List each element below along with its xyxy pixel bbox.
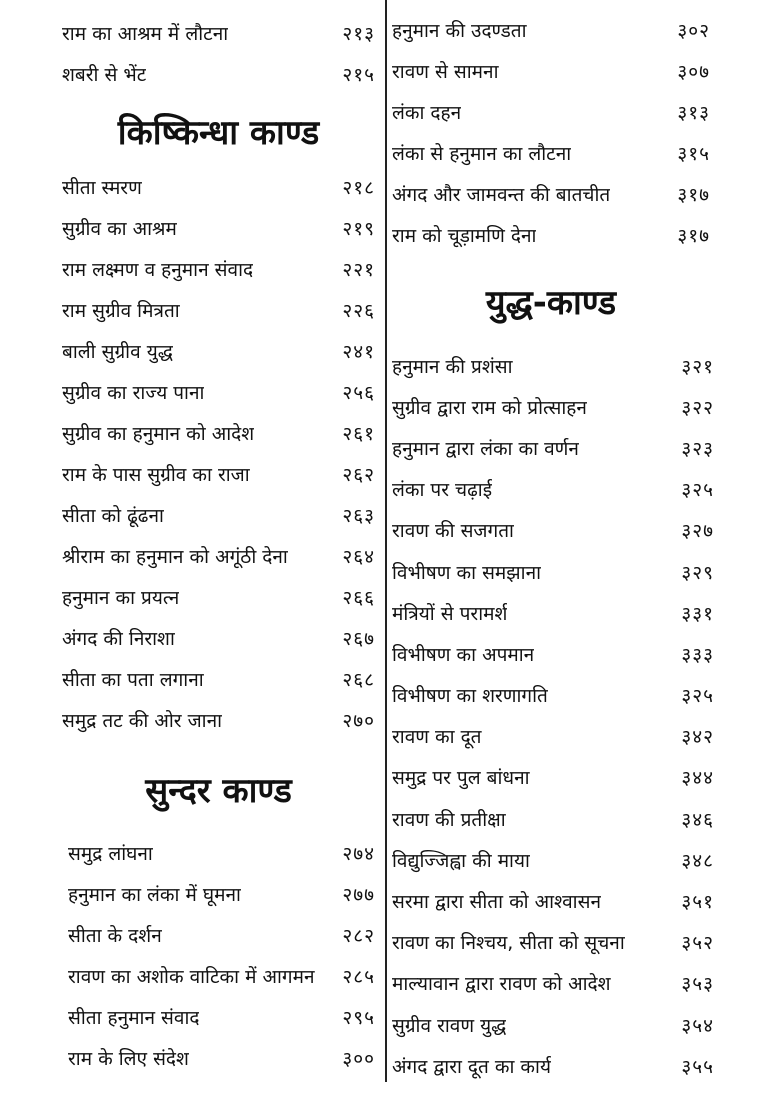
toc-list bbox=[392, 9, 710, 255]
toc-list bbox=[62, 166, 375, 740]
entry-title: रावण से सामना bbox=[392, 60, 499, 83]
column-divider bbox=[385, 0, 387, 1082]
toc-entry bbox=[62, 576, 375, 617]
entry-page-number: २१८ bbox=[342, 176, 375, 199]
entry-page-number: २७४ bbox=[342, 842, 375, 865]
entry-page-number: ३२३ bbox=[681, 437, 714, 460]
toc-entry bbox=[392, 345, 714, 386]
entry-title: विभीषण का अपमान bbox=[392, 643, 535, 666]
entry-page-number: २१५ bbox=[342, 63, 375, 86]
entry-title: सीता हनुमान संवाद bbox=[68, 1006, 200, 1029]
toc-entry bbox=[392, 880, 714, 921]
entry-page-number: ३३१ bbox=[681, 602, 714, 625]
entry-page-number: ३५१ bbox=[681, 891, 714, 914]
entry-page-number: ३१५ bbox=[677, 142, 710, 165]
toc-entry bbox=[68, 955, 375, 996]
entry-title: सीता स्मरण bbox=[62, 176, 142, 199]
entry-page-number: २२६ bbox=[342, 299, 375, 322]
entry-title: हनुमान द्वारा लंका का वर्णन bbox=[392, 437, 579, 460]
entry-title: सुग्रीव का आश्रम bbox=[62, 217, 177, 240]
entry-page-number: ३०२ bbox=[677, 19, 710, 42]
entry-page-number: ३२९ bbox=[681, 561, 714, 584]
entry-page-number: २७७ bbox=[342, 883, 375, 906]
toc-list bbox=[392, 345, 714, 1086]
toc-entry bbox=[392, 716, 714, 757]
entry-page-number: २६६ bbox=[342, 586, 375, 609]
entry-title: सीता के दर्शन bbox=[68, 924, 162, 947]
toc-entry bbox=[62, 371, 375, 412]
entry-title: विद्युज्जिह्वा की माया bbox=[392, 849, 530, 872]
toc-entry bbox=[392, 91, 710, 132]
entry-page-number: ३३३ bbox=[681, 643, 714, 666]
entry-title: समुद्र लांघना bbox=[68, 842, 153, 865]
entry-title: समुद्र तट की ओर जाना bbox=[62, 709, 223, 732]
toc-entry bbox=[62, 535, 375, 576]
toc-list bbox=[62, 12, 375, 94]
entry-title: सुग्रीव का हनुमान को आदेश bbox=[62, 422, 255, 445]
entry-title: रावण की सजगता bbox=[392, 520, 514, 543]
entry-title: हनुमान की प्रशंसा bbox=[392, 355, 513, 378]
toc-entry bbox=[68, 996, 375, 1037]
entry-page-number: ३१७ bbox=[677, 224, 710, 247]
toc-entry bbox=[392, 9, 710, 50]
toc-entry bbox=[68, 873, 375, 914]
entry-title: हनुमान की उदण्डता bbox=[392, 19, 527, 42]
entry-title: रावण का निश्चय, सीता को सूचना bbox=[392, 932, 625, 955]
entry-title: मंत्रियों से परामर्श bbox=[392, 602, 508, 625]
toc-entry bbox=[392, 1045, 714, 1086]
toc-entry bbox=[62, 330, 375, 371]
toc-entry bbox=[62, 12, 375, 53]
entry-page-number: २८२ bbox=[342, 924, 375, 947]
toc-entry bbox=[62, 699, 375, 740]
toc-entry bbox=[392, 839, 714, 880]
entry-page-number: २६१ bbox=[342, 422, 375, 445]
toc-entry bbox=[392, 1004, 714, 1045]
toc-entry bbox=[62, 658, 375, 699]
toc-entry bbox=[62, 53, 375, 94]
entry-title: माल्यावान द्वारा रावण को आदेश bbox=[392, 973, 611, 996]
entry-title: सुग्रीव रावण युद्ध bbox=[392, 1014, 507, 1037]
entry-page-number: ३२१ bbox=[681, 355, 714, 378]
entry-page-number: ३२५ bbox=[681, 479, 714, 502]
toc-entry bbox=[392, 922, 714, 963]
toc-entry bbox=[68, 832, 375, 873]
entry-page-number: ३४८ bbox=[681, 849, 714, 872]
toc-entry bbox=[62, 617, 375, 658]
entry-page-number: ३४४ bbox=[681, 767, 714, 790]
entry-page-number: ३५५ bbox=[681, 1055, 714, 1078]
toc-entry bbox=[62, 453, 375, 494]
entry-page-number: ३५३ bbox=[681, 973, 714, 996]
entry-page-number: ३१३ bbox=[677, 101, 710, 124]
toc-entry bbox=[62, 412, 375, 453]
entry-page-number: ३०७ bbox=[677, 60, 710, 83]
toc-entry bbox=[392, 592, 714, 633]
entry-page-number: ३२७ bbox=[681, 520, 714, 543]
entry-page-number: २६४ bbox=[342, 545, 375, 568]
entry-page-number: २६७ bbox=[342, 627, 375, 650]
entry-page-number: २४१ bbox=[342, 340, 375, 363]
entry-page-number: २२१ bbox=[342, 258, 375, 281]
entry-title: श्रीराम का हनुमान को अगूंठी देना bbox=[62, 545, 288, 568]
entry-page-number: ३२२ bbox=[681, 396, 714, 419]
toc-entry bbox=[392, 427, 714, 468]
entry-title: राम सुग्रीव मित्रता bbox=[62, 299, 180, 322]
toc-entry bbox=[392, 798, 714, 839]
entry-title: अंगद की निराशा bbox=[62, 627, 175, 650]
section-heading-yuddh-kand: युद्ध-काण्ड bbox=[485, 283, 617, 323]
entry-page-number: ३०० bbox=[342, 1047, 375, 1070]
entry-title: हनुमान का प्रयत्न bbox=[62, 586, 180, 609]
entry-page-number: २१३ bbox=[342, 22, 375, 45]
entry-page-number: ३५२ bbox=[681, 932, 714, 955]
toc-entry bbox=[392, 50, 710, 91]
toc-entry bbox=[62, 207, 375, 248]
entry-page-number: ३२५ bbox=[681, 685, 714, 708]
toc-entry bbox=[62, 289, 375, 330]
entry-page-number: २६३ bbox=[342, 504, 375, 527]
entry-title: सीता को ढूंढना bbox=[62, 504, 164, 527]
entry-page-number: २६२ bbox=[342, 463, 375, 486]
toc-entry bbox=[68, 914, 375, 955]
section-heading-kishkindha-kand: किष्किन्धा काण्ड bbox=[117, 113, 320, 153]
toc-entry bbox=[392, 469, 714, 510]
toc-entry bbox=[62, 494, 375, 535]
section-heading-sundar-kand: सुन्दर काण्ड bbox=[145, 771, 292, 811]
entry-title: राम का आश्रम में लौटना bbox=[62, 22, 229, 45]
entry-title: रावण का दूत bbox=[392, 726, 482, 749]
entry-title: समुद्र पर पुल बांधना bbox=[392, 767, 530, 790]
toc-entry bbox=[392, 510, 714, 551]
toc-entry bbox=[392, 214, 710, 255]
entry-title: राम के पास सुग्रीव का राजा bbox=[62, 463, 250, 486]
entry-title: विभीषण का समझाना bbox=[392, 561, 542, 584]
entry-title: सरमा द्वारा सीता को आश्वासन bbox=[392, 891, 601, 914]
entry-title: सीता का पता लगाना bbox=[62, 668, 204, 691]
entry-page-number: ३५४ bbox=[681, 1014, 714, 1037]
entry-title: रावण की प्रतीक्षा bbox=[392, 808, 506, 831]
toc-entry bbox=[68, 1037, 375, 1078]
toc-entry bbox=[392, 551, 714, 592]
entry-title: शबरी से भेंट bbox=[62, 63, 147, 86]
toc-entry bbox=[392, 675, 714, 716]
entry-title: राम लक्ष्मण व हनुमान संवाद bbox=[62, 258, 254, 281]
entry-page-number: २७० bbox=[342, 709, 375, 732]
entry-title: अंगद द्वारा दूत का कार्य bbox=[392, 1055, 551, 1078]
entry-page-number: ३४६ bbox=[681, 808, 714, 831]
toc-entry bbox=[62, 248, 375, 289]
entry-title: विभीषण का शरणागति bbox=[392, 685, 548, 708]
toc-entry bbox=[392, 757, 714, 798]
entry-page-number: ३१७ bbox=[677, 183, 710, 206]
entry-title: लंका दहन bbox=[392, 101, 462, 124]
entry-page-number: २९५ bbox=[342, 1006, 375, 1029]
toc-entry bbox=[62, 166, 375, 207]
entry-page-number: २६८ bbox=[342, 668, 375, 691]
entry-title: रावण का अशोक वाटिका में आगमन bbox=[68, 965, 315, 988]
entry-title: हनुमान का लंका में घूमना bbox=[68, 883, 241, 906]
toc-entry bbox=[392, 386, 714, 427]
entry-title: सुग्रीव का राज्य पाना bbox=[62, 381, 205, 404]
toc-entry bbox=[392, 963, 714, 1004]
entry-page-number: २५६ bbox=[342, 381, 375, 404]
entry-title: अंगद और जामवन्त की बातचीत bbox=[392, 183, 611, 206]
entry-page-number: २१९ bbox=[342, 217, 375, 240]
entry-title: लंका पर चढ़ाई bbox=[392, 479, 493, 502]
toc-entry bbox=[392, 173, 710, 214]
toc-entry bbox=[392, 132, 710, 173]
toc-list bbox=[68, 832, 375, 1078]
entry-title: सुग्रीव द्वारा राम को प्रोत्साहन bbox=[392, 396, 587, 419]
entry-page-number: ३४२ bbox=[681, 726, 714, 749]
entry-title: लंका से हनुमान का लौटना bbox=[392, 142, 572, 165]
entry-page-number: २८५ bbox=[342, 965, 375, 988]
entry-title: राम के लिए संदेश bbox=[68, 1047, 189, 1070]
entry-title: बाली सुग्रीव युद्ध bbox=[62, 340, 173, 363]
toc-entry bbox=[392, 633, 714, 674]
entry-title: राम को चूड़ामणि देना bbox=[392, 224, 537, 247]
